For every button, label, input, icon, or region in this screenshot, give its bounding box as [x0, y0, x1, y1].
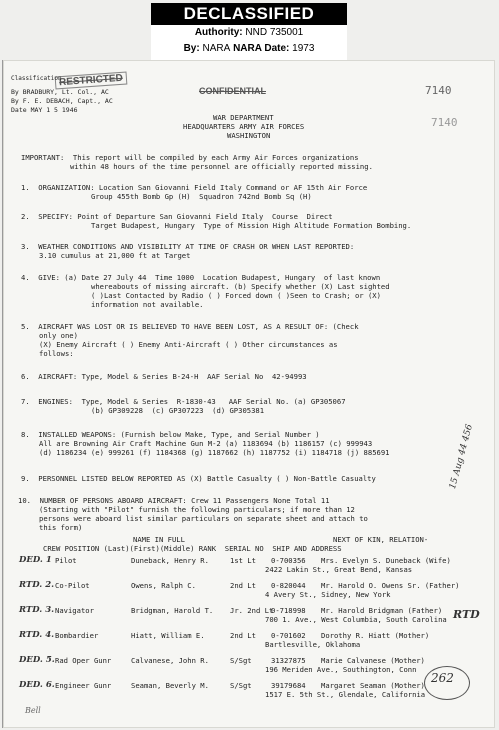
crew-address: 196 Meriden Ave., Southington, Conn: [265, 665, 417, 674]
crew-address: 2422 Lakin St., Great Bend, Kansas: [265, 565, 413, 574]
date-value: 1973: [292, 43, 315, 54]
item4-line2: whereabouts of missing aircraft. (b) Specify whether (X) Last sighted: [91, 282, 390, 291]
crew-address: 1517 E. 5th St., Glendale, California: [265, 690, 426, 699]
crew-serial: 0-820044: [271, 581, 306, 590]
item9: 9. PERSONNEL LISTED BELOW REPORTED AS (X) Battle Casualty ( ) Non-Battle Casualty: [21, 474, 376, 483]
item2-line1: 2. SPECIFY: Point of Departure San Giovanni Field Italy Course Direct: [21, 212, 333, 221]
item8-line1: 8. INSTALLED WEAPONS: (Furnish below Make, Type, and Serial Number ): [21, 430, 320, 439]
crew-name: Owens, Ralph C.: [131, 581, 196, 590]
stamp-line-3: Date MAY 1 5 1946: [11, 106, 78, 114]
crew-name: Seaman, Beverly M.: [131, 681, 209, 690]
by-value: NARA: [202, 43, 231, 54]
crew-mark: DED. 5.: [19, 655, 55, 665]
item6: 6. AIRCRAFT: Type, Model & Series B-24-H AAF Serial No 42-94993: [21, 372, 307, 381]
document-page: [2, 60, 495, 728]
item5-line4: follows:: [39, 349, 74, 358]
crew-rank: 2nd Lt: [230, 581, 256, 590]
declassified-banner: [151, 3, 347, 60]
crew-position: Bombardier: [55, 631, 99, 640]
authority-label: Authority:: [194, 27, 243, 38]
crew-kin: Mr. Harold Bridgman (Father): [321, 606, 443, 615]
side-handwritten-note: 15 Aug 44 456: [448, 423, 475, 491]
item7-line2: (b) GP309228 (c) GP307223 (d) GP305381: [91, 406, 265, 415]
crew-kin: Marie Calvanese (Mother): [321, 656, 425, 665]
item10-line2: (Starting with "Pilot" furnish the following particulars; if more than 12: [39, 505, 355, 514]
table-header-kin: NEXT OF KIN, RELATION-: [333, 535, 429, 544]
date-label: NARA Date:: [233, 43, 290, 54]
item5-line2: only one): [39, 331, 78, 340]
crew-mark: RTD. 3.: [19, 605, 55, 615]
important-line-2: within 48 hours of the time personnel are officially reported missing.: [70, 162, 373, 171]
banner-authority: [151, 25, 347, 41]
important-line-1: IMPORTANT: This report will be compiled by each Army Air Forces organizations: [21, 153, 359, 162]
header-city: WASHINGTON: [227, 131, 271, 140]
crew-mark: RTD. 2.: [19, 580, 55, 590]
item3-line1: 3. WEATHER CONDITIONS AND VISIBILITY AT TIME OF CRASH OR WHEN LAST REPORTED:: [21, 242, 355, 251]
bottom-left-note: Bell: [25, 706, 41, 715]
header-dept: WAR DEPARTMENT: [213, 113, 274, 122]
item8-line2: All are Browning Air Craft Machine Gun M-2 (a) 1183694 (b) 1186157 (c) 999943: [39, 439, 373, 448]
item4-line1: 4. GIVE: (a) Date 27 July 44 Time 1000 Location Budapest, Hungary of last known: [21, 273, 381, 282]
item7-line1: 7. ENGINES: Type, Model & Series R-1830-43 AAF Serial No. (a) GP305067: [21, 397, 346, 406]
stamp-line-2: By F. E. DEBACH, Capt., AC: [11, 97, 113, 105]
banner-by: [151, 41, 347, 57]
crew-kin: Margaret Seaman (Mother): [321, 681, 425, 690]
item1-line1: 1. ORGANIZATION: Location San Giovanni Field Italy Command or AF 15th Air Force: [21, 183, 368, 192]
banner-title: DECLASSIFIED: [151, 3, 347, 25]
stamp-line-1: By BRADBURY, Lt. Col., AC: [11, 88, 109, 96]
crew-position: Pilot: [55, 556, 77, 565]
file-number-a: 7140: [425, 84, 452, 97]
item10-line3: persons were aboard list similar particulars on separate sheet and attach to: [39, 514, 368, 523]
crew-name: Bridgman, Harold T.: [131, 606, 214, 615]
crew-serial: 0-700356: [271, 556, 306, 565]
classification-stamp: CONFIDENTIAL: [199, 86, 266, 96]
crew-kin: Mr. Harold O. Owens Sr. (Father): [321, 581, 460, 590]
stamp-label: Classification: [11, 75, 62, 82]
item3-line2: 3.10 cumulus at 21,000 ft at Target: [39, 251, 191, 260]
crew-serial: 31327875: [271, 656, 306, 665]
crew-address: 700 1. Ave., West Columbia, South Carolina: [265, 615, 447, 624]
item1-line2: Group 455th Bomb Gp (H) Squadron 742nd Bomb Sq (H): [91, 192, 312, 201]
crew-rank: Jr. 2nd Lt: [230, 606, 274, 615]
crew-serial: 0-718998: [271, 606, 306, 615]
item10-line4: this form): [39, 523, 83, 532]
crew-mark: DED. 6.: [19, 680, 55, 690]
crew-rank: S/Sgt: [230, 681, 252, 690]
crew-mark: RTD. 4.: [19, 630, 55, 640]
file-number-b: 7140: [431, 116, 458, 129]
table-header-columns: CREW POSITION (Last)(First)(Middle) RANK SERIAL NO SHIP AND ADDRESS: [43, 544, 342, 553]
crew-kin: Dorothy R. Hiatt (Mother): [321, 631, 430, 640]
crew-rank: 2nd Lt: [230, 631, 256, 640]
crew-position: Co-Pilot: [55, 581, 90, 590]
crew-mark: DED. 1: [19, 555, 52, 565]
authority-value: NND 735001: [245, 27, 304, 38]
item10-line1: 10. NUMBER OF PERSONS ABOARD AIRCRAFT: Crew 11 Passengers None Total 11: [18, 496, 330, 505]
item4-line4: information not available.: [91, 300, 204, 309]
crew-name: Calvanese, John R.: [131, 656, 209, 665]
by-label: By:: [183, 43, 200, 54]
crew-serial: 0-701602: [271, 631, 306, 640]
item4-line3: ( )Last Contacted by Radio ( ) Forced down ( )Seen to Crash; or (X): [91, 291, 381, 300]
item5-line3: (X) Enemy Aircraft ( ) Enemy Anti-Aircraft ( ) Other circumstances as: [39, 340, 338, 349]
item2-line2: Target Budapest, Hungary Type of Mission High Altitude Formation Bombing.: [91, 221, 412, 230]
table-header-name: NAME IN FULL: [133, 535, 185, 544]
crew-position: Engineer Gunr: [55, 681, 112, 690]
crew-rank: S/Sgt: [230, 656, 252, 665]
crew-rank: 1st Lt: [230, 556, 256, 565]
crew-address: Bartlesville, Oklahoma: [265, 640, 361, 649]
item5-line1: 5. AIRCRAFT WAS LOST OR IS BELIEVED TO HAVE BEEN LOST, AS A RESULT OF: (Check: [21, 322, 359, 331]
restricted-stamp: RESTRICTED: [55, 72, 128, 90]
item8-line3: (d) 1186234 (e) 999261 (f) 1184368 (g) 1187662 (h) 1187752 (i) 1184718 (j) 885691: [39, 448, 390, 457]
page-number: 262: [431, 671, 454, 685]
rtd-margin-note: RTD: [453, 608, 480, 621]
crew-position: Navigator: [55, 606, 94, 615]
crew-position: Rad Oper Gunr: [55, 656, 112, 665]
header-hq: HEADQUARTERS ARMY AIR FORCES: [183, 122, 305, 131]
crew-name: Hiatt, William E.: [131, 631, 205, 640]
crew-serial: 39179684: [271, 681, 306, 690]
crew-address: 4 Avery St., Sidney, New York: [265, 590, 391, 599]
crew-kin: Mrs. Evelyn S. Duneback (Wife): [321, 556, 451, 565]
crew-name: Duneback, Henry R.: [131, 556, 209, 565]
